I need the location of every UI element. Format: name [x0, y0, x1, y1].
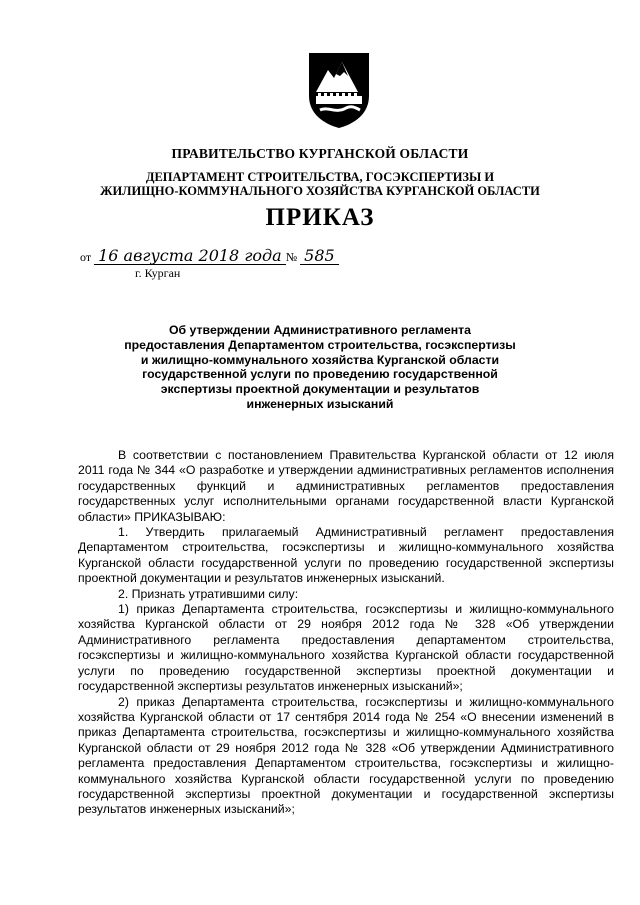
date-from-label: от — [80, 250, 92, 264]
government-name: ПРАВИТЕЛЬСТВО КУРГАНСКОЙ ОБЛАСТИ — [171, 146, 469, 161]
preamble-paragraph: В соответствии с постановлением Правительства Курганской области от 12 июля 2011 года № 344 «О разработке и утверждении административных регламентов исполнения государственных функций и административных регламентов предоставления государственных услуг исполнительными органами государственной власти Курганской области» ПРИКАЗЫВАЮ: — [78, 448, 614, 524]
date-number-line — [80, 248, 339, 265]
title-line: государственной услуги по проведению государственной — [142, 367, 498, 382]
title-line: инженерных изысканий — [246, 396, 394, 411]
clause-2-item-1: 1) приказ Департамента строительства, госэкспертизы и жилищно-коммунального хозяйства Курганской области от 29 ноября 2012 года № 328 «Об утверждении Административного регламента предоставления департаментом строительства, госэкспертизы и жилищно-коммунального хозяйства Курганской области государственной услуги по проведению государственной экспертизы проектной документации и государственной экспертизы результатов инженерных изысканий»; — [78, 602, 614, 694]
handwritten-date: 16 августа 2018 года — [94, 248, 286, 265]
number-label: № — [285, 250, 298, 264]
coat-of-arms-emblem — [306, 50, 372, 130]
title-line: предоставления Департаментом строительства, госэкспертизы — [124, 337, 516, 352]
clause-2-item-2: 2) приказ Департамента строительства, госэкспертизы и жилищно-коммунального хозяйства Курганской области от 17 сентября 2014 года № 254 «О внесении изменений в приказ Департамента строительства, госэкспертизы и жилищно-коммунального хозяйства Курганской области от 29 ноября 2012 года № 328 «Об утверждении Административного регламента предоставления Департаментом строительства, госэкспертизы и жилищно-коммунального хозяйства Курганской области государственной услуги по проведению государственной экспертизы проектной документации и государственной экспертизы результатов инженерных изысканий»; — [78, 694, 614, 817]
document-type-title: ПРИКАЗ — [265, 204, 375, 231]
city-name: г. Курган — [135, 266, 181, 280]
order-body — [78, 448, 614, 818]
title-line: Об утверждении Административного регламента — [168, 323, 472, 337]
order-title — [120, 323, 520, 412]
clause-1-paragraph: 1. Утвердить прилагаемый Административный регламент предоставления Департаментом строительства, госэкспертизы и жилищно-коммунального хозяйства Курганской области государственной услуги по проведению государственной экспертизы проектной документации и результатов инженерных изысканий. — [78, 525, 614, 586]
handwritten-number: 585 — [300, 248, 339, 265]
title-line: и жилищно-коммунального хозяйства Курганской области — [140, 352, 500, 367]
title-line: экспертизы проектной документации и результатов — [160, 382, 480, 397]
department-name-line1: ДЕПАРТАМЕНТ СТРОИТЕЛЬСТВА, ГОСЭКСПЕРТИЗЫ И — [145, 170, 495, 184]
department-name-line2: ЖИЛИЩНО-КОММУНАЛЬНОГО ХОЗЯЙСТВА КУРГАНСКОЙ ОБЛАСТИ — [100, 184, 540, 198]
clause-2-paragraph: 2. Признать утратившими силу: — [118, 586, 299, 601]
